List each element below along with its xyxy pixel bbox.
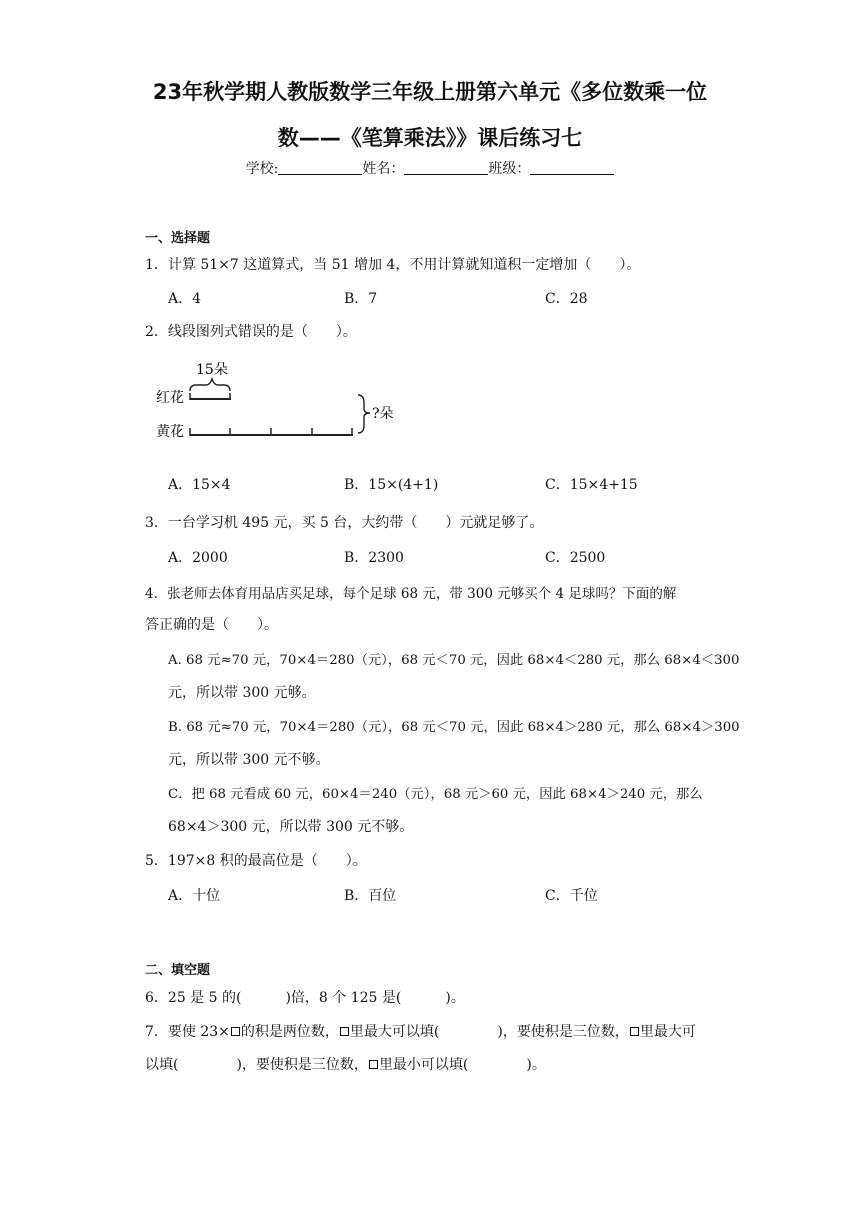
diagram-top-label: 15朵 <box>196 362 228 378</box>
title-line-2: 数——《笔算乘法》》课后练习七 <box>277 126 583 150</box>
question-7-line-2 <box>145 1054 546 1074</box>
section-heading-fill: 二、填空题 <box>145 963 211 978</box>
question-3-text: 3．一台学习机 495 元，买 5 台，大约带（ <box>145 515 418 531</box>
question-6-part-2: )倍，8 个 125 是( <box>285 990 402 1006</box>
line-segment-diagram <box>150 355 410 450</box>
question-3 <box>145 512 543 532</box>
blank-box-icon <box>231 1027 240 1036</box>
question-7-part-4: )，要使积是三位数， <box>497 1024 629 1040</box>
question-2 <box>145 321 357 341</box>
class-label: 班级： <box>488 161 531 177</box>
q4-option-c-line-2: 68×4＞300 元，所以带 300 元不够。 <box>168 819 414 835</box>
name-label: 姓名： <box>362 161 405 177</box>
question-7-part-5: 里最大可 <box>639 1024 696 1040</box>
diagram-row1-label: 红花 <box>156 390 184 406</box>
q4-option-a-line-1[interactable]: A. 68 元≈70 元，70×4＝280（元），68 元＜70 元，因此 68×4＜280 元，那么 68×4＜300 <box>168 653 740 668</box>
question-7-part-2: 的积是两位数， <box>240 1024 339 1040</box>
question-2-end: ）。 <box>335 324 357 340</box>
name-blank[interactable] <box>404 160 488 175</box>
question-1 <box>145 254 640 274</box>
question-2-text: 2．线段图列式错误的是（ <box>145 324 308 340</box>
q4-option-a-line-2: 元，所以带 300 元够。 <box>168 685 316 701</box>
question-4-line-2 <box>145 614 278 634</box>
blank-box-icon <box>369 1060 378 1069</box>
student-info <box>0 158 860 178</box>
question-1-text: 1．计算 51×7 这道算式，当 51 增加 4，不用计算就知道积一定增加（ <box>145 257 592 273</box>
q2-option-a[interactable]: A．15×4 <box>168 477 231 493</box>
title-line-1: 23年秋学期人教版数学三年级上册第六单元《多位数乘一位 <box>152 80 708 104</box>
school-blank[interactable] <box>278 160 362 175</box>
question-4-line-1: 4．张老师去体育用品店买足球，每个足球 68 元，带 300 元够买个 4 足球吗？下面的解 <box>145 586 677 602</box>
q5-option-b[interactable]: B．百位 <box>344 888 397 904</box>
top-brace <box>190 379 230 391</box>
q5-option-c[interactable]: C．千位 <box>545 888 598 904</box>
diagram-row2-label: 黄花 <box>156 424 184 440</box>
blank-box-icon <box>340 1027 349 1036</box>
q4-option-b-line-1[interactable]: B. 68 元≈70 元，70×4＝280（元），68 元＜70 元，因此 68×4＞280 元，那么 68×4＞300 <box>168 720 740 735</box>
q3-option-b[interactable]: B．2300 <box>344 550 404 566</box>
question-5 <box>145 850 367 870</box>
question-6-part-3: )。 <box>445 990 465 1006</box>
question-7-part-1: 7．要使 23× <box>145 1024 230 1040</box>
question-1-end: ）。 <box>619 257 641 273</box>
question-7-part-7: )，要使积是三位数， <box>236 1057 368 1073</box>
question-6 <box>145 987 465 1007</box>
class-blank[interactable] <box>530 160 614 175</box>
question-7-part-6: 以填( <box>145 1057 179 1073</box>
q4-option-b-line-2: 元，所以带 300 元不够。 <box>168 752 330 768</box>
q1-option-b[interactable]: B．7 <box>344 291 378 307</box>
question-5-text: 5．197×8 积的最高位是（ <box>145 853 318 869</box>
question-7-line-1 <box>145 1021 696 1041</box>
q3-option-a[interactable]: A．2000 <box>168 550 228 566</box>
q1-option-a[interactable]: A．4 <box>168 291 202 307</box>
blank-box-icon <box>630 1027 639 1036</box>
diagram-right-label: ?朵 <box>372 406 394 422</box>
right-brace <box>358 395 370 433</box>
question-7-part-3: 里最大可以填( <box>349 1024 440 1040</box>
q2-option-c[interactable]: C．15×4+15 <box>545 477 638 493</box>
q3-option-c[interactable]: C．2500 <box>545 550 606 566</box>
q5-option-a[interactable]: A．十位 <box>168 888 221 904</box>
question-7-part-8: 里最小可以填( <box>378 1057 469 1073</box>
question-4-line-2-end: ）。 <box>257 617 278 633</box>
q2-option-b[interactable]: B．15×(4+1) <box>344 477 439 493</box>
q1-option-c[interactable]: C．28 <box>545 291 588 307</box>
question-5-end: ）。 <box>345 853 367 869</box>
question-7-part-9: )。 <box>526 1057 546 1073</box>
question-4-line-2-text: 答正确的是（ <box>145 617 229 633</box>
question-6-part-1: 6．25 是 5 的( <box>145 990 242 1006</box>
school-label: 学校: <box>245 161 279 177</box>
q4-option-c-line-1[interactable]: C．把 68 元看成 60 元，60×4＝240（元），68 元＞60 元，因此 68×4＞240 元，那么 <box>168 787 703 802</box>
section-heading-choice: 一、选择题 <box>145 231 211 246</box>
question-3-end: ）元就足够了。 <box>445 515 544 531</box>
